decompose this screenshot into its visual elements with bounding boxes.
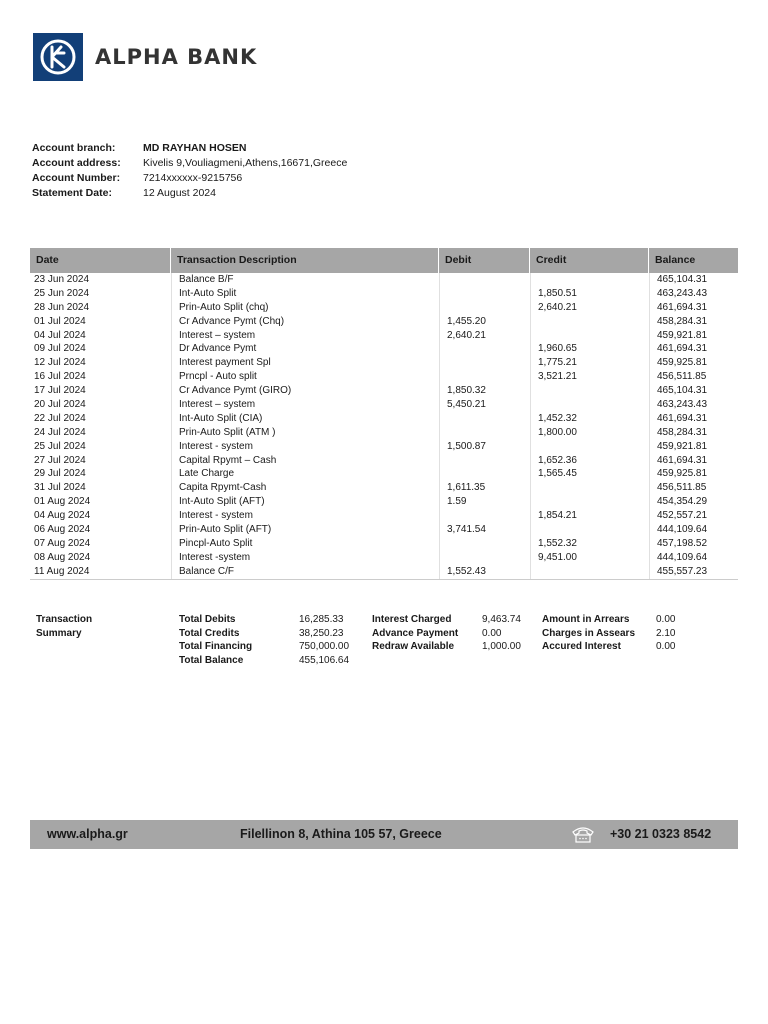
table-row (30, 342, 738, 356)
row-date: 09 Jul 2024 (34, 343, 86, 355)
row-description: Cr Advance Pymt (Chq) (171, 315, 439, 329)
table-row (30, 412, 738, 426)
row-credit (530, 495, 649, 509)
redraw-available-value: 1,000.00 (482, 641, 521, 652)
table-row (30, 523, 738, 537)
total-balance-value: 455,106.64 (299, 654, 350, 666)
account-address-row (32, 156, 347, 171)
row-balance: 461,694.31 (649, 342, 738, 356)
bank-name: ALPHA BANK (95, 45, 258, 69)
row-credit: 1,552.32 (530, 537, 649, 551)
account-branch-label: Account branch: (32, 142, 116, 154)
header-date: Date (30, 248, 171, 273)
row-description: Cr Advance Pymt (GIRO) (171, 384, 439, 398)
table-row (30, 481, 738, 495)
row-description: Pincpl-Auto Split (171, 537, 439, 551)
interest-charged-value: 9,463.74 (482, 614, 521, 625)
row-description: Prin-Auto Split (chq) (171, 301, 439, 315)
row-debit: 1,611.35 (439, 481, 530, 495)
table-body (30, 273, 738, 580)
row-debit: 1,552.43 (439, 565, 530, 579)
table-row (30, 329, 738, 343)
table-row (30, 398, 738, 412)
row-date: 12 Jul 2024 (34, 357, 86, 369)
telephone-icon (570, 824, 596, 847)
row-credit: 1,960.65 (530, 342, 649, 356)
row-credit: 3,521.21 (530, 370, 649, 384)
row-description: Capita Rpymt-Cash (171, 481, 439, 495)
row-debit: 1.59 (439, 495, 530, 509)
row-debit (439, 273, 530, 287)
accured-interest-label: Accured Interest (542, 641, 621, 652)
row-balance: 465,104.31 (649, 384, 738, 398)
total-debits-value: 16,285.33 (299, 614, 344, 625)
row-debit (439, 342, 530, 356)
row-credit: 1,452.32 (530, 412, 649, 426)
redraw-available-label: Redraw Available (372, 641, 455, 652)
row-date: 01 Aug 2024 (34, 496, 91, 508)
row-balance: 463,243.43 (649, 398, 738, 412)
account-branch-value: MD RAYHAN HOSEN (143, 142, 247, 154)
row-date: 16 Jul 2024 (34, 371, 86, 383)
header-description: Transaction Description (171, 248, 439, 273)
row-description: Prncpl - Auto split (171, 370, 439, 384)
row-date: 22 Jul 2024 (34, 412, 86, 424)
header-debit: Debit (439, 248, 530, 273)
table-row (30, 509, 738, 523)
row-credit (530, 481, 649, 495)
row-credit: 1,850.51 (530, 287, 649, 301)
row-debit (439, 537, 530, 551)
row-description: Dr Advance Pymt (171, 342, 439, 356)
row-credit (530, 565, 649, 579)
row-date: 24 Jul 2024 (34, 426, 86, 438)
advance-payment-value: 0.00 (482, 627, 502, 639)
row-description: Int-Auto Split (171, 287, 439, 301)
row-date: 07 Aug 2024 (34, 537, 91, 549)
row-credit: 2,640.21 (530, 301, 649, 315)
row-date: 31 Jul 2024 (34, 482, 86, 494)
row-date: 04 Aug 2024 (34, 510, 91, 522)
footer-phone[interactable]: +30 21 0323 8542 (610, 827, 712, 841)
table-row (30, 565, 738, 579)
statement-date-value: 12 August 2024 (143, 187, 216, 199)
amount-in-arrears-value: 0.00 (656, 614, 676, 625)
row-debit (439, 467, 530, 481)
accured-interest-value: 0.00 (656, 641, 676, 652)
row-credit: 1,800.00 (530, 426, 649, 440)
row-date: 25 Jun 2024 (34, 287, 90, 299)
row-debit (439, 412, 530, 426)
table-row (30, 495, 738, 509)
row-credit: 1,565.45 (530, 467, 649, 481)
row-balance: 459,925.81 (649, 467, 738, 481)
total-financing-label: Total Financing (179, 641, 253, 652)
row-date: 20 Jul 2024 (34, 399, 86, 411)
row-credit (530, 329, 649, 343)
row-description: Int-Auto Split (AFT) (171, 495, 439, 509)
row-balance: 458,284.31 (649, 426, 738, 440)
row-debit (439, 551, 530, 565)
row-description: Interest - system (171, 509, 439, 523)
account-branch-row (32, 141, 347, 156)
table-row (30, 301, 738, 315)
summary-title-line2: Summary (36, 627, 82, 639)
header-credit: Credit (530, 248, 649, 273)
row-balance: 444,109.64 (649, 523, 738, 537)
row-description: Interest payment Spl (171, 356, 439, 370)
table-row (30, 551, 738, 565)
row-credit (530, 440, 649, 454)
total-financing-value: 750,000.00 (299, 641, 350, 652)
row-description: Int-Auto Split (CIA) (171, 412, 439, 426)
row-balance: 454,354.29 (649, 495, 738, 509)
row-debit: 1,455.20 (439, 315, 530, 329)
row-date: 11 Aug 2024 (34, 565, 90, 577)
row-description: Prin-Auto Split (AFT) (171, 523, 439, 537)
total-balance-label: Total Balance (179, 654, 244, 666)
account-number-label: Account Number: (32, 172, 121, 184)
row-date: 29 Jul 2024 (34, 468, 86, 480)
row-description: Balance C/F (171, 565, 439, 579)
row-description: Late Charge (171, 467, 439, 481)
charges-in-arrears-value: 2.10 (656, 627, 676, 639)
row-date: 27 Jul 2024 (34, 454, 86, 466)
footer-address: Filellinon 8, Athina 105 57, Greece (240, 827, 442, 841)
row-balance: 465,104.31 (649, 273, 738, 287)
row-credit (530, 523, 649, 537)
advance-payment-label: Advance Payment (372, 627, 459, 639)
account-number-row (32, 171, 347, 186)
row-balance: 459,921.81 (649, 440, 738, 454)
row-date: 23 Jun 2024 (34, 274, 90, 285)
row-description: Interest – system (171, 398, 439, 412)
transactions-table (30, 248, 738, 580)
row-debit (439, 370, 530, 384)
row-balance: 461,694.31 (649, 454, 738, 468)
row-debit (439, 509, 530, 523)
row-description: Interest - system (171, 440, 439, 454)
row-debit: 1,850.32 (439, 384, 530, 398)
header-balance: Balance (655, 254, 696, 266)
row-debit: 5,450.21 (439, 398, 530, 412)
table-row (30, 384, 738, 398)
row-balance: 459,925.81 (649, 356, 738, 370)
row-date: 06 Aug 2024 (34, 524, 91, 536)
table-row (30, 356, 738, 370)
total-credits-value: 38,250.23 (299, 627, 344, 639)
alpha-bank-emblem-icon (33, 33, 83, 81)
row-balance: 456,511.85 (649, 481, 738, 495)
row-date: 17 Jul 2024 (34, 385, 86, 397)
footer-website[interactable]: www.alpha.gr (47, 827, 128, 841)
table-row (30, 537, 738, 551)
row-description: Balance B/F (171, 273, 439, 287)
table-row (30, 440, 738, 454)
row-credit: 1,775.21 (530, 356, 649, 370)
summary-title-line1: Transaction (36, 614, 93, 625)
table-row (30, 454, 738, 468)
table-row (30, 370, 738, 384)
table-row (30, 315, 738, 329)
row-balance: 444,109.64 (649, 551, 738, 565)
row-credit (530, 315, 649, 329)
row-debit: 1,500.87 (439, 440, 530, 454)
table-row (30, 426, 738, 440)
row-balance: 461,694.31 (649, 301, 738, 315)
row-description: Capital Rpymt – Cash (171, 454, 439, 468)
amount-in-arrears-label: Amount in Arrears (542, 614, 630, 625)
row-balance: 456,511.85 (649, 370, 738, 384)
table-row (30, 273, 738, 287)
row-date: 04 Jul 2024 (34, 329, 86, 341)
table-row (30, 467, 738, 481)
table-header (30, 248, 738, 273)
account-address-value: Kivelis 9,Vouliagmeni,Athens,16671,Greece (143, 157, 348, 169)
row-credit: 1,854.21 (530, 509, 649, 523)
row-balance: 457,198.52 (649, 537, 738, 551)
row-credit (530, 398, 649, 412)
row-description: Prin-Auto Split (ATM ) (171, 426, 439, 440)
account-info (32, 141, 347, 201)
interest-charged-label: Interest Charged (372, 614, 452, 625)
row-credit (530, 273, 649, 287)
row-debit (439, 301, 530, 315)
row-balance: 458,284.31 (649, 315, 738, 329)
row-date: 28 Jun 2024 (34, 301, 90, 313)
row-debit: 2,640.21 (439, 329, 530, 343)
row-balance: 452,557.21 (649, 509, 738, 523)
total-credits-label: Total Credits (179, 627, 240, 639)
row-debit (439, 287, 530, 301)
bank-logo (33, 33, 257, 81)
footer-bar (30, 820, 738, 849)
statement-date-label: Statement Date: (32, 187, 112, 199)
row-debit (439, 454, 530, 468)
row-debit: 3,741.54 (439, 523, 530, 537)
account-address-label: Account address: (32, 157, 121, 169)
row-date: 01 Jul 2024 (34, 315, 86, 327)
row-description: Interest -system (171, 551, 439, 565)
row-description: Interest – system (171, 329, 439, 343)
row-balance: 459,921.81 (649, 329, 738, 343)
row-balance: 461,694.31 (649, 412, 738, 426)
charges-in-arrears-label: Charges in Assears (542, 627, 636, 639)
row-credit (530, 384, 649, 398)
row-balance: 455,557.23 (649, 565, 738, 579)
row-date: 25 Jul 2024 (34, 440, 86, 452)
account-number-value: 7214xxxxxx-9215756 (143, 172, 243, 184)
row-debit (439, 426, 530, 440)
table-row (30, 287, 738, 301)
row-date: 08 Aug 2024 (34, 551, 91, 563)
row-debit (439, 356, 530, 370)
statement-date-row (32, 186, 347, 201)
total-debits-label: Total Debits (179, 614, 236, 625)
row-credit: 9,451.00 (530, 551, 649, 565)
row-balance: 463,243.43 (649, 287, 738, 301)
row-credit: 1,652.36 (530, 454, 649, 468)
